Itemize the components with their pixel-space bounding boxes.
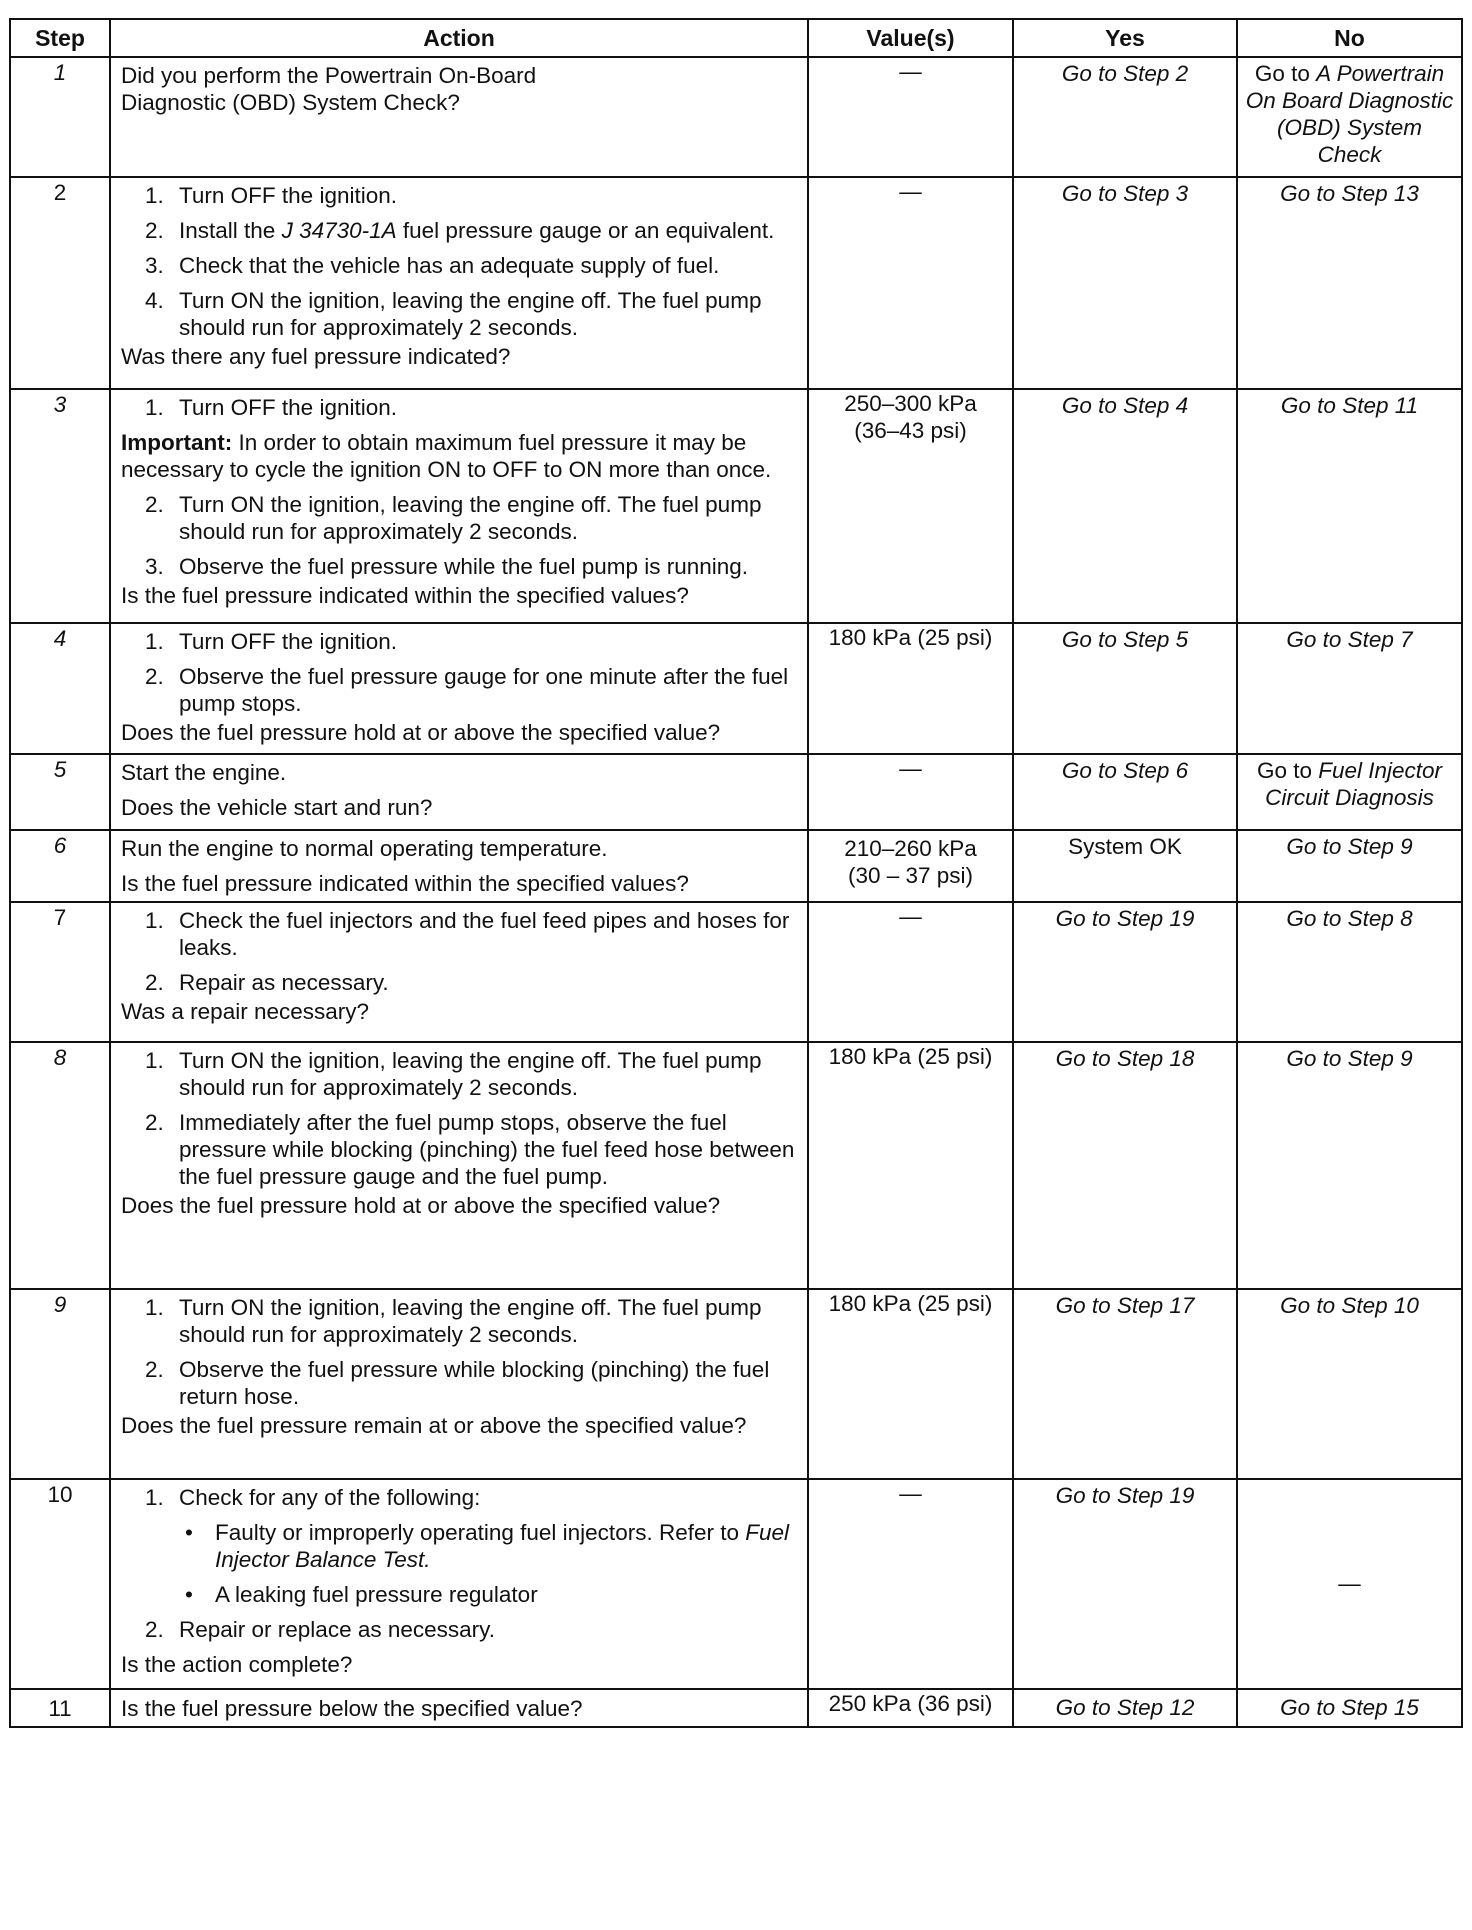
- action-cell: [110, 902, 808, 1042]
- step-index: 1.: [145, 1295, 164, 1320]
- bullet-item: [121, 1581, 797, 1608]
- action-step: [121, 1484, 797, 1511]
- no-cell: Go to Step 11: [1237, 389, 1462, 623]
- action-step: [121, 1109, 797, 1190]
- value-cell: —: [808, 57, 1013, 177]
- action-step: [121, 553, 797, 580]
- diagnostic-table: [9, 18, 1463, 1728]
- action-step: [121, 1616, 797, 1643]
- step-number: 7: [10, 902, 110, 1042]
- yes-cell: Go to Step 5: [1013, 623, 1237, 754]
- yes-cell: Go to Step 18: [1013, 1042, 1237, 1289]
- action-question: Is the fuel pressure indicated within the specified values?: [121, 583, 689, 608]
- step-number: 1: [10, 57, 110, 177]
- action-text: Start the engine.: [121, 760, 287, 785]
- header-values: Value(s): [808, 19, 1013, 57]
- header-action: Action: [110, 19, 808, 57]
- yes-cell: Go to Step 17: [1013, 1289, 1237, 1479]
- action-step: [121, 907, 797, 961]
- step-text: Turn ON the ignition, leaving the engine off. The fuel pump should run for approximately 2 seconds.: [179, 1048, 762, 1100]
- step-text: Turn ON the ignition, leaving the engine off. The fuel pump should run for approximately 2 seconds.: [179, 1295, 762, 1347]
- table-row: [10, 754, 1462, 830]
- table-row: [10, 1689, 1462, 1727]
- step-text: Check that the vehicle has an adequate supply of fuel.: [179, 253, 720, 278]
- no-cell: Go to Step 8: [1237, 902, 1462, 1042]
- no-cell: Go to Step 9: [1237, 1042, 1462, 1289]
- action-question: Was there any fuel pressure indicated?: [121, 344, 511, 369]
- action-step: [121, 969, 797, 996]
- action-question: Does the vehicle start and run?: [121, 795, 433, 820]
- value-cell: —: [808, 754, 1013, 830]
- value-cell: 250 kPa (36 psi): [808, 1689, 1013, 1727]
- important-text: In order to obtain maximum fuel pressure it may be necessary to cycle the ignition ON to OFF to ON more than once.: [121, 430, 772, 482]
- action-question: Is the fuel pressure below the specified value?: [121, 1695, 583, 1721]
- step-index: 1.: [145, 1048, 164, 1073]
- no-prefix: Go to: [1256, 758, 1312, 783]
- step-number: 3: [10, 389, 110, 623]
- step-index: 1.: [145, 183, 164, 208]
- value-cell: [808, 389, 1013, 623]
- step-index: 3.: [145, 253, 164, 278]
- tool-reference: J 34730-1A: [281, 218, 397, 243]
- no-cell: Go to Step 7: [1237, 623, 1462, 754]
- no-cell: Go to Step 15: [1237, 1689, 1462, 1727]
- table-row: [10, 177, 1462, 389]
- yes-cell: Go to Step 2: [1013, 57, 1237, 177]
- table-row: [10, 1042, 1462, 1289]
- yes-cell: Go to Step 19: [1013, 1479, 1237, 1689]
- bullet-text: A leaking fuel pressure regulator: [215, 1582, 538, 1607]
- action-step: [121, 252, 797, 279]
- action-step: [121, 1356, 797, 1410]
- action-step: [121, 663, 797, 717]
- step-text-part: Install the: [179, 218, 282, 243]
- step-index: 2.: [145, 218, 164, 243]
- action-cell: [110, 1689, 808, 1727]
- table-row: [10, 57, 1462, 177]
- step-index: 2.: [145, 1110, 164, 1135]
- value-cell: —: [808, 177, 1013, 389]
- action-step: [121, 1294, 797, 1348]
- step-text: Immediately after the fuel pump stops, observe the fuel pressure while blocking (pinching) the fuel feed hose between the fuel pressure gauge and the fuel pump.: [179, 1110, 795, 1189]
- important-label: Important:: [121, 430, 233, 455]
- action-question: Does the fuel pressure hold at or above the specified value?: [121, 720, 721, 745]
- value-cell: —: [808, 1479, 1013, 1689]
- step-index: 2.: [145, 492, 164, 517]
- action-cell: [110, 1289, 808, 1479]
- bullet-text-part: Faulty or improperly operating fuel injectors. Refer to: [215, 1520, 746, 1545]
- step-index: 2.: [145, 664, 164, 689]
- action-cell: [110, 830, 808, 902]
- yes-cell: Go to Step 19: [1013, 902, 1237, 1042]
- step-number: 11: [10, 1689, 110, 1727]
- step-text: Turn OFF the ignition.: [179, 629, 398, 654]
- action-step: [121, 217, 797, 244]
- value-cell: 180 kPa (25 psi): [808, 623, 1013, 754]
- no-reference: Fuel Injector Circuit Diagnosis: [1265, 758, 1443, 810]
- table-row: [10, 623, 1462, 754]
- action-question: Does the fuel pressure hold at or above the specified value?: [121, 1193, 721, 1218]
- step-number: 5: [10, 754, 110, 830]
- action-step: [121, 287, 797, 341]
- value-line: (36–43 psi): [854, 418, 967, 443]
- table-row: [10, 902, 1462, 1042]
- step-index: 1.: [145, 908, 164, 933]
- step-index: 3.: [145, 554, 164, 579]
- value-line: (30 – 37 psi): [847, 863, 974, 888]
- step-text: Observe the fuel pressure while the fuel pump is running.: [179, 554, 749, 579]
- step-number: 4: [10, 623, 110, 754]
- header-no: No: [1237, 19, 1462, 57]
- table-row: [10, 389, 1462, 623]
- action-step: [121, 628, 797, 655]
- value-line: 250–300 kPa: [844, 391, 977, 416]
- header-yes: Yes: [1013, 19, 1237, 57]
- value-line: 210–260 kPa: [844, 836, 977, 861]
- no-reference: A Powertrain On Board Diagnostic (OBD) System Check: [1245, 61, 1454, 167]
- action-step: [121, 182, 797, 209]
- step-index: 1.: [145, 395, 164, 420]
- step-text: Turn ON the ignition, leaving the engine off. The fuel pump should run for approximately 2 seconds.: [179, 492, 762, 544]
- action-question: Is the fuel pressure indicated within the specified values?: [121, 871, 689, 896]
- step-text: Repair or replace as necessary.: [179, 1617, 495, 1642]
- action-text: Run the engine to normal operating temperature.: [121, 836, 608, 861]
- action-cell: [110, 177, 808, 389]
- value-cell: —: [808, 902, 1013, 1042]
- yes-cell: Go to Step 4: [1013, 389, 1237, 623]
- action-question: Does the fuel pressure remain at or above the specified value?: [121, 1413, 747, 1438]
- step-text: Turn OFF the ignition.: [179, 183, 398, 208]
- step-number: 2: [10, 177, 110, 389]
- important-note: [121, 429, 797, 483]
- no-cell: [1237, 754, 1462, 830]
- table-row: [10, 1289, 1462, 1479]
- bullet-icon: •: [185, 1520, 193, 1545]
- action-text: Diagnostic (OBD) System Check?: [121, 90, 460, 115]
- step-number: 9: [10, 1289, 110, 1479]
- no-cell: Go to Step 13: [1237, 177, 1462, 389]
- no-prefix: Go to: [1254, 61, 1310, 86]
- action-question: Is the action complete?: [121, 1652, 353, 1677]
- bullet-text: [215, 1519, 797, 1573]
- step-text: Turn OFF the ignition.: [179, 395, 398, 420]
- no-cell: Go to Step 10: [1237, 1289, 1462, 1479]
- table-row: [10, 1479, 1462, 1689]
- yes-cell: System OK: [1013, 830, 1237, 902]
- no-cell: Go to Step 9: [1237, 830, 1462, 902]
- step-text: Observe the fuel pressure gauge for one minute after the fuel pump stops.: [179, 664, 789, 716]
- step-text: Check the fuel injectors and the fuel feed pipes and hoses for leaks.: [179, 908, 790, 960]
- step-index: 2.: [145, 970, 164, 995]
- action-step: [121, 491, 797, 545]
- step-number: 10: [10, 1479, 110, 1689]
- value-cell: [808, 830, 1013, 902]
- action-cell: [110, 57, 808, 177]
- step-index: 2.: [145, 1617, 164, 1642]
- yes-cell: Go to Step 6: [1013, 754, 1237, 830]
- table-row: [10, 830, 1462, 902]
- bullet-icon: •: [185, 1582, 193, 1607]
- header-step: Step: [10, 19, 110, 57]
- step-text: Turn ON the ignition, leaving the engine off. The fuel pump should run for approximately 2 seconds.: [179, 288, 762, 340]
- action-cell: [110, 1479, 808, 1689]
- step-index: 2.: [145, 1357, 164, 1382]
- step-index: 1.: [145, 1485, 164, 1510]
- value-cell: 180 kPa (25 psi): [808, 1042, 1013, 1289]
- action-text: Did you perform the Powertrain On-Board: [121, 63, 537, 88]
- step-text-part: fuel pressure gauge or an equivalent.: [396, 218, 775, 243]
- step-text: [179, 217, 797, 244]
- yes-cell: Go to Step 3: [1013, 177, 1237, 389]
- step-index: 4.: [145, 288, 164, 313]
- step-text: Repair as necessary.: [179, 970, 389, 995]
- action-cell: [110, 1042, 808, 1289]
- step-number: 8: [10, 1042, 110, 1289]
- no-cell: [1237, 57, 1462, 177]
- action-step: [121, 1047, 797, 1101]
- action-cell: [110, 389, 808, 623]
- table-header-row: [10, 19, 1462, 57]
- procedure-reference: Fuel Injector Balance Test.: [215, 1520, 790, 1572]
- action-cell: [110, 623, 808, 754]
- step-text: Observe the fuel pressure while blocking (pinching) the fuel return hose.: [179, 1357, 770, 1409]
- value-cell: 180 kPa (25 psi): [808, 1289, 1013, 1479]
- step-index: 1.: [145, 629, 164, 654]
- yes-cell: Go to Step 12: [1013, 1689, 1237, 1727]
- step-text: Check for any of the following:: [179, 1485, 481, 1510]
- step-number: 6: [10, 830, 110, 902]
- action-question: Was a repair necessary?: [121, 999, 370, 1024]
- bullet-item: [121, 1519, 797, 1573]
- action-step: [121, 394, 797, 421]
- action-cell: [110, 754, 808, 830]
- no-cell: —: [1237, 1479, 1462, 1689]
